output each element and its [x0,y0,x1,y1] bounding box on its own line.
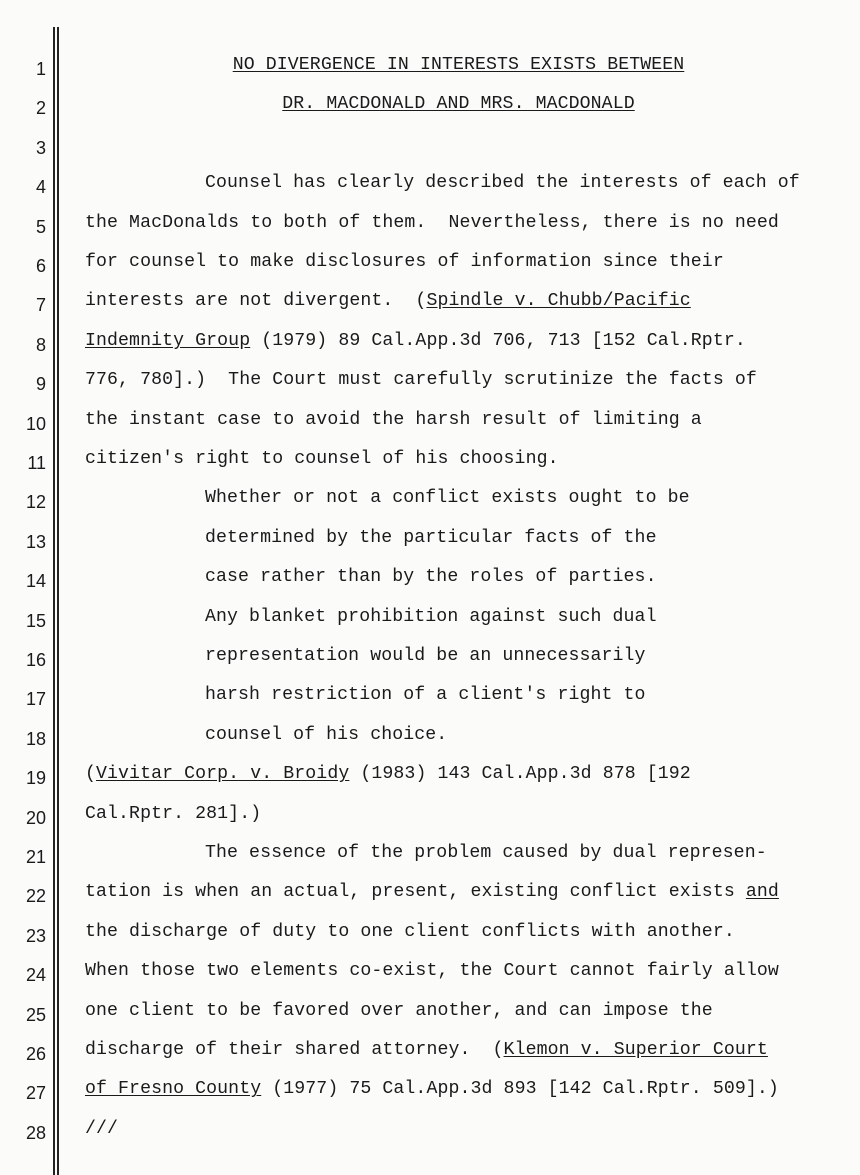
text-run: Counsel has clearly described the interests of each of [205,173,800,194]
pleading-line [0,362,860,401]
body-text [85,882,779,902]
text-run: one client to be favored over another, and can impose the [85,1000,713,1021]
pleading-line [0,953,860,992]
line-number: 20 [25,807,46,828]
body-text [85,1079,779,1099]
pleading-line [0,559,860,598]
line-number: 14 [25,571,46,592]
case-citation-underlined: DR. MACDONALD AND MRS. MACDONALD [282,94,635,115]
line-number: 3 [35,137,46,158]
pleading-line [0,244,860,283]
case-citation-underlined: of Fresno County [85,1079,262,1100]
text-run: the discharge of duty to one client conflicts with another. [85,921,735,942]
body-text [85,922,735,942]
pleading-line [0,165,860,204]
pleading-line [0,638,860,677]
pleading-line [0,205,860,244]
body-text [205,646,646,666]
line-number: 19 [25,768,46,789]
line-number: 2 [35,98,46,119]
line-number: 4 [35,177,46,198]
line-number: 22 [25,886,46,907]
line-number: 10 [25,413,46,434]
line-number: 26 [25,1044,46,1064]
text-run: determined by the particular facts of the [205,527,657,548]
pleading-line [0,323,860,362]
pleading-line [0,47,860,86]
line-number: 5 [35,216,46,237]
pleading-line [0,1111,860,1150]
text-run: (1983) 143 Cal.App.3d 878 [192 [349,764,691,785]
pleading-line [0,441,860,480]
pleading-line [0,756,860,795]
text-run: case rather than by the roles of parties. [205,567,657,588]
line-number: 11 [27,453,46,473]
line-number: 15 [25,610,46,631]
pleading-line [0,874,860,913]
case-citation-underlined: NO DIVERGENCE IN INTERESTS EXISTS BETWEEN [232,55,685,75]
line-number: 25 [25,1004,46,1025]
body-text [85,213,779,233]
section-heading [57,94,860,114]
line-number: 1 [35,59,46,79]
body-text [85,252,724,272]
text-run: tation is when an actual, present, existing conflict exists [85,882,746,903]
body-text [205,725,447,745]
section-heading [57,55,860,75]
body-text [205,488,690,508]
pleading-line [0,1071,860,1110]
text-run: (1979) 89 Cal.App.3d 706, 713 [152 Cal.Rptr. [250,330,746,351]
text-run: Any blanket prohibition against such dual [205,606,657,627]
line-number: 28 [25,1122,46,1143]
body-text [205,843,767,863]
text-run: Whether or not a conflict exists ought to be [205,488,690,509]
case-citation-underlined: Spindle v. Chubb/Pacific [426,291,691,312]
line-number: 21 [25,847,46,867]
line-number: 18 [25,728,46,749]
pleading-line [0,86,860,125]
line-number: 7 [35,295,46,316]
pleading-line [0,283,860,322]
line-number: 13 [25,531,46,552]
body-text [205,685,646,705]
line-number: 6 [35,256,46,276]
line-number: 17 [25,689,46,710]
line-number: 27 [25,1083,46,1104]
text-run: interests are not divergent. ( [85,291,427,312]
text-run: citizen's right to counsel of his choosing. [85,449,559,469]
body-text [85,449,559,469]
body-text [85,331,746,351]
text-run: ( [85,764,97,785]
body-text [85,1040,768,1060]
pleading-line [0,796,860,835]
body-text [85,804,261,824]
pleading-line [0,835,860,874]
case-citation-underlined: Klemon v. Superior Court [503,1040,768,1060]
case-citation-underlined: Indemnity Group [85,330,251,351]
case-citation-underlined: Vivitar Corp. v. Broidy [96,764,350,785]
line-number: 8 [35,334,46,355]
body-text [85,410,702,430]
text-run: /// [85,1118,119,1139]
text-run: The essence of the problem caused by dual represen- [205,843,767,863]
line-number: 24 [25,965,46,986]
body-text [85,764,691,784]
text-run: 776, 780].) The Court must carefully scrutinize the facts of [85,370,757,391]
case-citation-underlined: and [745,882,779,903]
pleading-line [0,1032,860,1071]
text-run: for counsel to make disclosures of information since their [85,252,724,272]
body-text [205,607,657,627]
line-number: 9 [35,374,46,395]
pleading-line [0,993,860,1032]
line-number: 12 [25,492,46,513]
body-text [85,1119,118,1139]
body-text [85,370,757,390]
pleading-line [0,480,860,519]
body-text [85,1001,713,1021]
pleading-line [0,914,860,953]
pleading-line [0,402,860,441]
text-run: counsel of his choice. [205,724,448,745]
body-text [205,528,657,548]
pleading-line [0,520,860,559]
text-run: When those two elements co-exist, the Court cannot fairly allow [85,961,779,982]
text-run: harsh restriction of a client's right to [205,685,646,706]
body-text [85,291,691,311]
body-text [85,961,779,981]
text-run: representation would be an unnecessarily [205,646,646,666]
text-run: discharge of their shared attorney. ( [85,1040,504,1060]
text-run: the MacDonalds to both of them. Nevertheless, there is no need [85,212,779,233]
body-text [205,173,800,193]
line-number: 23 [25,925,46,946]
pleading-line [0,599,860,638]
body-text [205,567,657,587]
pleading-line [0,677,860,716]
text-run: (1977) 75 Cal.App.3d 893 [142 Cal.Rptr. 509].) [261,1079,779,1100]
text-run: the instant case to avoid the harsh result of limiting a [85,409,702,430]
pleading-line [0,126,860,165]
line-number: 16 [25,650,46,670]
text-run: Cal.Rptr. 281].) [85,803,262,824]
pleading-line [0,717,860,756]
